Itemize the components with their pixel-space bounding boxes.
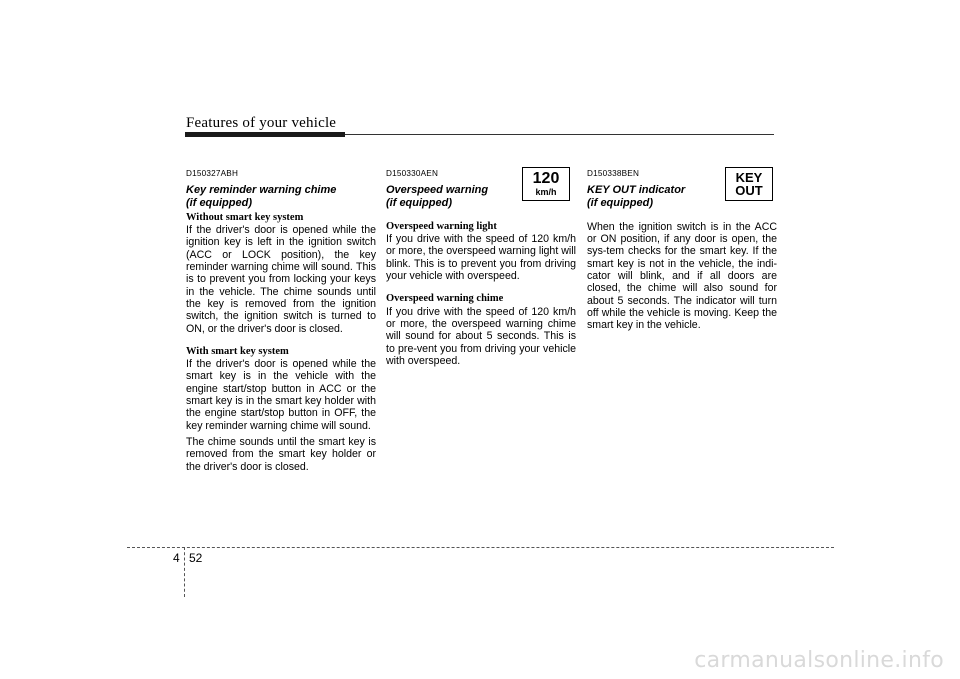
header-rule-thin	[345, 134, 774, 135]
section-code: D150330AEN	[386, 169, 439, 178]
subheading-overspeed-chime: Overspeed warning chime	[386, 293, 504, 305]
section-code: D150327ABH	[186, 169, 239, 178]
page-number: 52	[189, 551, 203, 565]
subheading-overspeed-light: Overspeed warning light	[386, 220, 497, 232]
footer-vertical-divider	[184, 547, 185, 597]
watermark: carmanualsonline.info	[694, 648, 944, 673]
section-title: KEY OUT indicator	[587, 184, 686, 197]
icon-text-out: OUT	[735, 183, 763, 198]
paragraph: The chime sounds until the smart key is removed from the smart key holder or the driver's door is closed.	[186, 435, 376, 473]
subheading-with-smart-key: With smart key system	[186, 345, 289, 357]
paragraph: If you drive with the speed of 120 km/h or more, the overspeed warning light will blink. This is to prevent you from driving your vehicle with overspeed.	[386, 233, 576, 283]
key-out-icon	[725, 167, 773, 201]
section-title-qualifier: (if equipped)	[587, 196, 653, 209]
paragraph: If you drive with the speed of 120 km/h or more, the overspeed warning chime will sound for about 5 seconds. This is to pre-vent you from driving your vehicle with overspeed.	[386, 305, 576, 367]
page-header-title: Features of your vehicle	[186, 115, 337, 131]
paragraph: If the driver's door is opened while the smart key is in the vehicle with the engine start/stop button in ACC or the smart key is in the smart key holder with the engine start/stop button in OFF, the key reminder warning chime will sound.	[186, 358, 376, 432]
paragraph: If the driver's door is opened while the ignition key is left in the ignition switch (ACC or LOCK position), the key reminder warning chime will sound. This is to prevent you from locking your keys in the vehicle. The chime sounds until the key is removed from the ignition switch, the ignition switch is turned to ON, or the driver's door is closed.	[186, 224, 376, 335]
section-code: D150338BEN	[587, 169, 640, 178]
paragraph: When the ignition switch is in the ACC or ON position, if any door is open, the sys-tem checks for the smart key. If the smart key is not in the vehicle, the indi-cator will blink, and if all doors are closed, the chime will also sound for about 5 seconds. The indicator will turn off while the vehicle is moving. Keep the smart key in the vehicle.	[587, 220, 777, 332]
footer-divider	[127, 547, 834, 548]
section-title-qualifier: (if equipped)	[386, 196, 452, 209]
header-rule-thick	[185, 132, 345, 137]
section-title: Overspeed warning	[386, 184, 489, 197]
section-key-reminder	[186, 168, 376, 473]
section-title-qualifier: (if equipped)	[186, 196, 252, 209]
overspeed-120-kmh-icon	[522, 167, 570, 201]
chapter-number: 4	[173, 551, 180, 565]
subheading-without-smart-key: Without smart key system	[186, 211, 304, 223]
icon-speed-unit: km/h	[535, 187, 557, 197]
icon-text-key: KEY	[735, 170, 763, 185]
section-title: Key reminder warning chime	[186, 184, 337, 197]
icon-speed-value: 120	[532, 170, 560, 187]
